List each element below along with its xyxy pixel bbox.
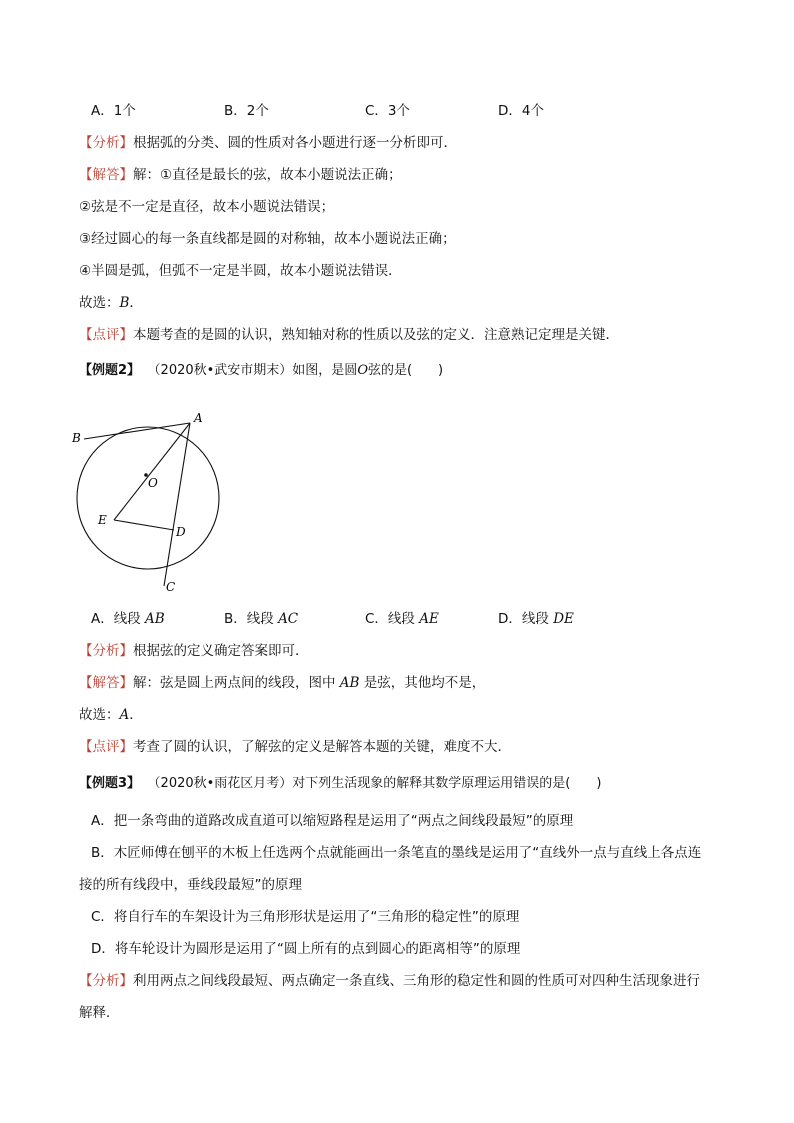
segment-ed	[114, 520, 174, 530]
q1-option-b: B．2个	[224, 103, 269, 119]
q1-solution	[79, 165, 402, 185]
q2-option-c	[365, 609, 439, 629]
segment-ac	[164, 423, 190, 586]
solution-text: 解：①直径是最长的弦，故本小题说法正确；	[133, 167, 402, 183]
q2-option-d	[498, 609, 574, 629]
q3-option-c: C．将自行车的车架设计为三角形形状是运用了“三角形的稳定性”的原理	[91, 909, 520, 925]
q2-solution	[79, 673, 485, 693]
q3-analysis-cont: 解释．	[79, 1005, 120, 1021]
circle-o	[77, 427, 219, 569]
q1-option-d: D．4个	[498, 103, 544, 119]
solution-prefix: 解：弦是圆上两点间的线段，图中	[133, 675, 340, 691]
example-badge: 【例题3】	[79, 776, 141, 791]
q3-option-b-cont: 接的所有线段中，垂线段最短”的原理	[79, 877, 302, 893]
q1-solution-line4: ④半圆是弧，但弧不一定是半圆，故本小题说法错误．	[79, 263, 402, 279]
segment-ae	[114, 423, 190, 520]
q3-option-d: D．将车轮设计为圆形是运用了“圆上所有的点到圆心的距离相等”的原理	[91, 941, 521, 957]
q1-option-c: C．3个	[365, 103, 411, 119]
q1-solution-line3: ③经过圆心的每一条直线都是圆的对称轴，故本小题说法正确；	[79, 231, 456, 247]
label-b: B	[72, 431, 81, 445]
label-e: E	[98, 513, 107, 527]
solution-var: AB	[339, 675, 360, 691]
q2-comment	[79, 737, 511, 757]
comment-text: 本题考查的是圆的认识，熟知轴对称的性质以及弦的定义．注意熟记定理是关键．	[133, 327, 619, 343]
analysis-tag: 【分析】	[79, 643, 133, 659]
option-var: AE	[419, 611, 439, 627]
analysis-tag: 【分析】	[79, 135, 133, 151]
solution-tag: 【解答】	[79, 167, 133, 183]
option-var: AB	[145, 611, 165, 627]
q2-option-a	[91, 609, 165, 629]
comment-text: 考查了圆的认识，了解弦的定义是解答本题的关键，难度不大．	[133, 739, 511, 755]
q3-option-a: A．把一条弯曲的道路改成直道可以缩短路程是运用了“两点之间线段最短”的原理	[91, 813, 574, 829]
q3-analysis	[79, 971, 700, 991]
solution-tag: 【解答】	[79, 675, 133, 691]
analysis-text: 利用两点之间线段最短、两点确定一条直线、三角形的稳定性和圆的性质可对四种生活现象进行	[133, 973, 700, 989]
q2-stem-var: O	[357, 363, 368, 378]
q2-option-b	[224, 609, 298, 629]
q2-stem-suffix: 弦的是( )	[367, 363, 444, 378]
comment-tag: 【点评】	[79, 327, 133, 343]
label-o: O	[148, 476, 158, 490]
q1-solution-line2: ②弦是不一定是直径，故本小题说法错误；	[79, 199, 335, 215]
option-prefix: A．线段	[91, 611, 146, 627]
q1-comment	[79, 325, 619, 345]
q2-stem-prefix: （2020秋•武安市期末）如图，是圆	[154, 363, 358, 378]
q1-analysis	[79, 133, 457, 153]
example-badge: 【例题2】	[79, 363, 141, 378]
q1-option-a: A．1个	[91, 103, 136, 119]
q3-option-b: B．木匠师傅在刨平的木板上任选两个点就能画出一条笔直的墨线是运用了“直线外一点与直线上各点连	[91, 845, 702, 861]
choose-answer: B	[119, 295, 130, 311]
q2-heading	[79, 361, 443, 381]
analysis-tag: 【分析】	[79, 973, 133, 989]
analysis-text: 根据弧的分类、圆的性质对各小题进行逐一分析即可．	[133, 135, 457, 151]
q3-heading	[79, 774, 601, 794]
option-prefix: D．线段	[498, 611, 554, 627]
option-var: AC	[278, 611, 299, 627]
choose-suffix: ．	[129, 295, 143, 311]
circle-figure	[66, 400, 236, 596]
segment-ab	[84, 423, 190, 439]
choose-prefix: 故选：	[79, 295, 120, 311]
option-prefix: C．线段	[365, 611, 420, 627]
q3-stem: （2020秋•雨花区月考）对下列生活现象的解释其数学原理运用错误的是( )	[154, 776, 602, 791]
analysis-text: 根据弦的定义确定答案即可．	[133, 643, 309, 659]
option-var: DE	[553, 611, 574, 627]
choose-suffix: ．	[129, 707, 143, 723]
label-c: C	[166, 580, 176, 594]
option-prefix: B．线段	[224, 611, 279, 627]
choose-prefix: 故选：	[79, 707, 120, 723]
comment-tag: 【点评】	[79, 739, 133, 755]
solution-suffix: 是弦，其他均不是，	[359, 675, 486, 691]
q1-choose	[79, 293, 143, 313]
q2-analysis	[79, 641, 309, 661]
q2-choose	[79, 705, 143, 725]
choose-answer: A	[119, 707, 130, 723]
label-d: D	[176, 525, 186, 539]
label-a: A	[194, 411, 203, 425]
